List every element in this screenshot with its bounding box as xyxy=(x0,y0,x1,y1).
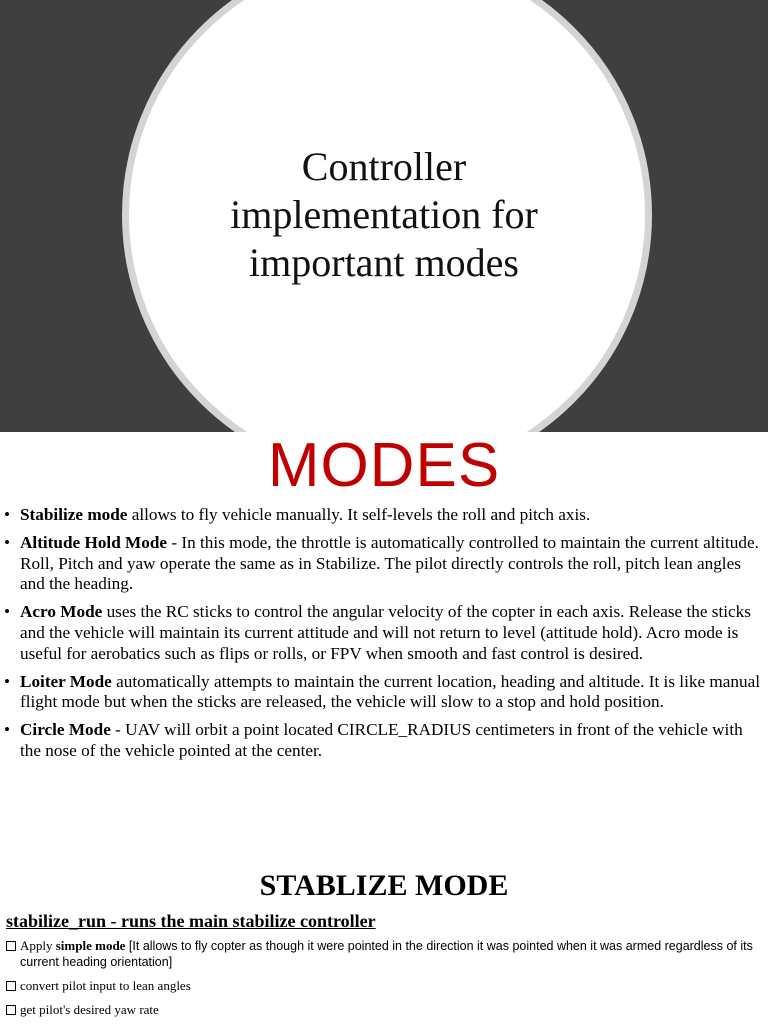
step-bold: simple mode xyxy=(55,938,126,953)
step-list xyxy=(6,938,762,1026)
step-prefix: Apply xyxy=(20,938,56,953)
bullet-icon: • xyxy=(4,505,11,524)
modes-list xyxy=(4,505,766,769)
step-text: convert pilot input to lean angles xyxy=(20,978,191,993)
step-text: get pilot's desired yaw rate xyxy=(20,1002,159,1017)
mode-description: allows to fly vehicle manually. It self-levels the roll and pitch axis. xyxy=(127,505,591,524)
mode-name: Circle Mode xyxy=(20,720,111,740)
mode-acro xyxy=(4,602,766,664)
slide-title xyxy=(180,143,588,287)
stabilize-subtitle: stabilize_run - runs the main stabilize controller xyxy=(6,911,376,931)
checkbox-bullet-icon xyxy=(6,981,16,991)
mode-name: Stabilize mode xyxy=(20,505,128,524)
step-item xyxy=(6,978,762,994)
mode-name: Acro Mode xyxy=(20,602,103,622)
bullet-icon: • xyxy=(4,671,11,691)
bullet-icon: • xyxy=(4,602,11,622)
mode-altitude-hold xyxy=(4,533,766,595)
mode-stabilize xyxy=(4,505,766,526)
step-item xyxy=(6,1002,762,1018)
mode-name: Altitude Hold Mode xyxy=(20,532,168,552)
bullet-icon: • xyxy=(4,720,11,740)
mode-description: automatically attempts to maintain the current location, heading and altitude. It is like manual flight mode but when the sticks are released, the vehicle will slow to a stop and hold position. xyxy=(20,671,760,712)
modes-heading: MODES xyxy=(267,431,501,500)
stabilize-heading: STABLIZE MODE xyxy=(259,869,509,902)
title-line-1: Controller xyxy=(301,144,467,189)
mode-circle xyxy=(4,720,766,762)
mode-description: - In this mode, the throttle is automatically controlled to maintain the current altitude. Roll, Pitch and yaw operate the same as in Stabilize. The pilot directly controls the roll, pitch lean angles and the heading. xyxy=(20,532,759,594)
checkbox-bullet-icon xyxy=(6,941,16,951)
mode-description: uses the RC sticks to control the angular velocity of the copter in each axis. Release the sticks and the vehicle will maintain its current attitude and will not return to level (attitude hold). Acro mode is useful for aerobatics such as flips or rolls, or FPV when smooth and fast control is desired. xyxy=(20,602,751,663)
stabilize-slide xyxy=(0,864,768,1024)
mode-description: - UAV will orbit a point located CIRCLE_RADIUS centimeters in front of the vehicle with the nose of the vehicle pointed at the center. xyxy=(20,720,743,760)
title-slide xyxy=(0,0,768,432)
title-line-3: important modes xyxy=(249,240,519,285)
title-line-2: implementation for xyxy=(230,192,538,237)
checkbox-bullet-icon xyxy=(6,1005,16,1015)
step-note: [It allows to fly copter as though it were pointed in the direction it was pointed when it was armed regardless of its current heading orientation] xyxy=(20,939,753,969)
step-item xyxy=(6,938,762,970)
modes-slide xyxy=(0,432,768,832)
bullet-icon: • xyxy=(4,532,11,552)
mode-loiter xyxy=(4,672,766,714)
mode-name: Loiter Mode xyxy=(20,671,112,691)
